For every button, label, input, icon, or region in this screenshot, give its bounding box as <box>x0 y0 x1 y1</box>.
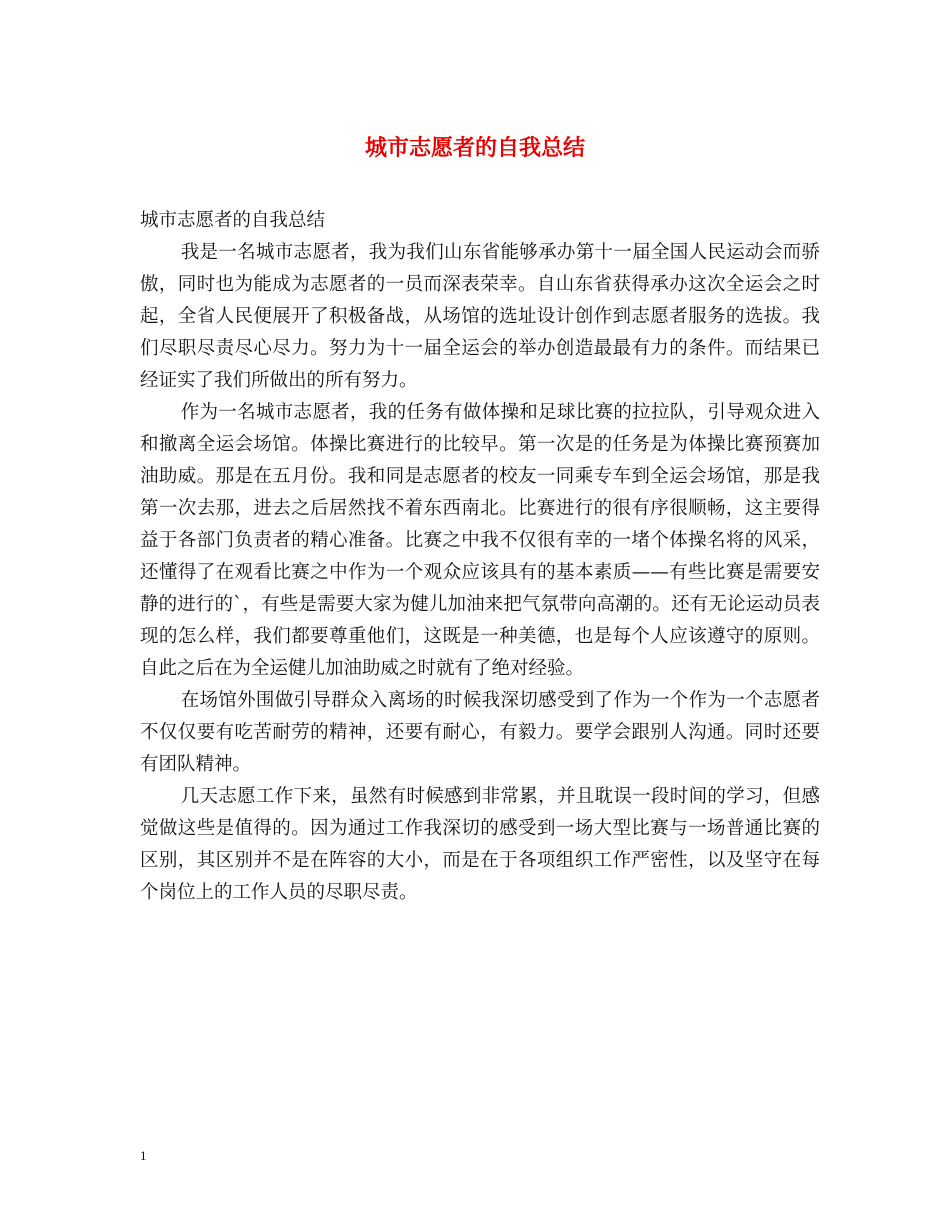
page-number: 1 <box>140 1148 147 1163</box>
paragraph-4: 几天志愿工作下来，虽然有时候感到非常累，并且耽误一段时间的学习，但感觉做这些是值得的。因为通过工作我深切的感受到一场大型比赛与一场普通比赛的区别，其区别并不是在阵容的大小，而是在于各项组织工作严密性，以及坚守在每个岗位上的工作人员的尽职尽责。 <box>140 786 820 903</box>
document-title: 城市志愿者的自我总结 <box>364 135 585 161</box>
paragraph-3: 在场馆外围做引导群众入离场的时候我深切感受到了作为一个作为一个志愿者不仅仅要有吃苦耐劳的精神，还要有耐心，有毅力。要学会跟别人沟通。同时还要有团队精神。 <box>140 690 820 775</box>
document-subtitle: 城市志愿者的自我总结 <box>140 210 326 231</box>
document-body <box>140 205 820 909</box>
paragraph-2: 作为一名城市志愿者，我的任务有做体操和足球比赛的拉拉队，引导观众进入和撤离全运会场馆。体操比赛进行的比较早。第一次是的任务是为体操比赛预赛加油助威。那是在五月份。我和同是志愿者的校友一同乘专车到全运会场馆，那是我第一次去那，进去之后居然找不着东西南北。比赛进行的很有序很顺畅，这主要得益于各部门负责者的精心准备。比赛之中我不仅很有幸的一堵个体操名将的风采，还懂得了在观看比赛之中作为一个观众应该具有的基本素质——有些比赛是需要安静的进行的`，有些是需要大家为健儿加油来把气氛带向高潮的。还有无论运动员表现的怎么样，我们都要尊重他们，这既是一种美德，也是每个人应该遵守的原则。自此之后在为全运健儿加油助威之时就有了绝对经验。 <box>140 402 820 679</box>
paragraph-1: 我是一名城市志愿者，我为我们山东省能够承办第十一届全国人民运动会而骄傲，同时也为能成为志愿者的一员而深表荣幸。自山东省获得承办这次全运会之时起，全省人民便展开了积极备战，从场馆的选址设计创作到志愿者服务的选拔。我们尽职尽责尽心尽力。努力为十一届全运会的举办创造最最有力的条件。而结果已经证实了我们所做出的所有努力。 <box>140 242 820 391</box>
